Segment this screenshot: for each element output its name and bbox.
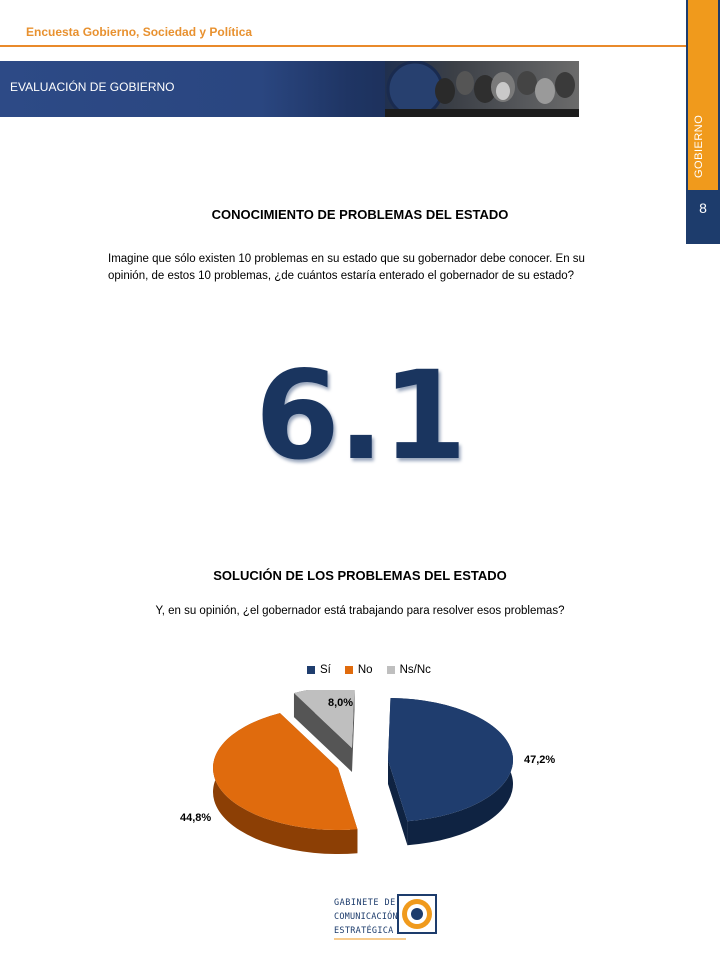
big-value: 6.1 <box>254 345 466 487</box>
banner-title: EVALUACIÓN DE GOBIERNO <box>10 80 175 94</box>
survey-title: Encuesta Gobierno, Sociedad y Política <box>26 25 253 39</box>
svg-text:COMUNICACIÓN: COMUNICACIÓN <box>334 912 398 922</box>
gabinete-logo <box>332 893 442 945</box>
legend-item-nsnc: Ns/Nc <box>387 664 431 676</box>
section1-title: CONOCIMIENTO DE PROBLEMAS DEL ESTADO <box>211 207 509 222</box>
page-number: 8 <box>699 200 707 216</box>
side-tab-label <box>693 154 720 178</box>
svg-text:ESTRATÉGICA: ESTRATÉGICA <box>334 926 394 936</box>
header-divider <box>0 45 686 47</box>
pie-chart <box>200 690 520 870</box>
section1-question: Imagine que sólo existen 10 problemas en su estado que su gobernador debe conocer. En su opinión, de estos 10 problemas, ¿de cuántos estaría enterado el gobernador de su estado? <box>108 253 585 282</box>
legend-item-si: Sí <box>307 664 331 676</box>
label-no: 44,8% <box>180 812 212 824</box>
section2-title: SOLUCIÓN DE LOS PROBLEMAS DEL ESTADO <box>213 568 507 583</box>
legend-item-no: No <box>345 664 373 676</box>
label-si: 47,2% <box>524 754 556 766</box>
svg-text:GABINETE DE: GABINETE DE <box>334 898 396 908</box>
section2-question: Y, en su opinión, ¿el gobernador está trabajando para resolver esos problemas? <box>155 605 565 617</box>
crowd-photo <box>385 61 579 117</box>
label-nsnc: 8,0% <box>328 697 354 709</box>
chart-legend <box>307 664 431 676</box>
